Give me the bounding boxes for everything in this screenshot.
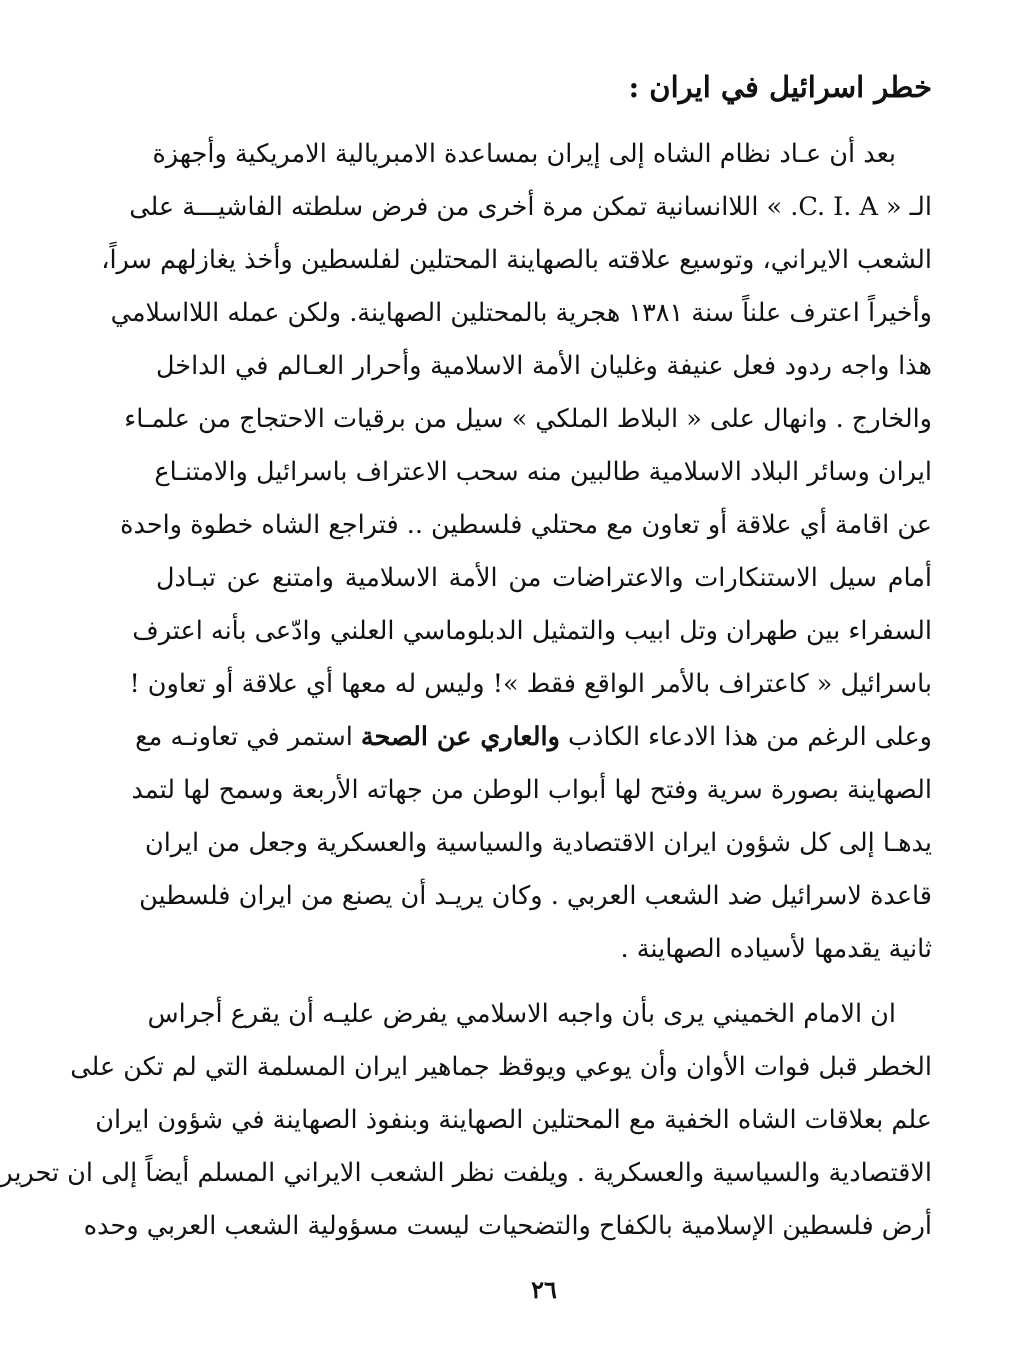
- text-line: الـ « C. I. A. » اللاانسانية تمكن مرة أخرى من فرض سلطته الفاشيـــة على: [129, 192, 932, 222]
- text-line: ثانية يقدمها لأسياده الصهاينة .: [620, 934, 932, 964]
- text-line: يدهـا إلى كل شؤون ايران الاقتصادية والسياسية والعسكرية وجعل من ايران: [144, 828, 932, 858]
- text-line: ان الامام الخميني يرى بأن واجبه الاسلامي يفرض عليـه أن يقرع أجراس: [147, 999, 896, 1029]
- text-line: ايران وسائر البلاد الاسلامية طالبين منه سحب الاعتراف باسرائيل والامتنـاع: [154, 457, 932, 487]
- text-line: باسرائيل « كاعتراف بالأمر الواقع فقط »! وليس له معها أي علاقة أو تعاون !: [129, 669, 932, 699]
- text-line: السفراء بين طهران وتل ابيب والتمثيل الدبلوماسي العلني وادّعى بأنه اعترف: [132, 616, 932, 646]
- page-number: ٢٦: [531, 1275, 557, 1304]
- section-heading: خطر اسرائيل في ايران :: [628, 70, 932, 104]
- paragraph-2: [0, 988, 932, 1253]
- text-line: أرض فلسطين الإسلامية بالكفاح والتضحيات ليست مسؤولية الشعب العربي وحده: [83, 1211, 932, 1241]
- text-line: وعلى الرغم من هذا الادعاء الكاذب والعاري عن الصحة استمر في تعاونـه مع: [135, 722, 932, 752]
- text-line: وأخيراً اعترف علناً سنة ١٣٨١ هجرية بالمحتلين الصهاينة. ولكن عمله اللااسلامي: [110, 298, 932, 328]
- text-line: قاعدة لاسرائيل ضد الشعب العربي . وكان يريـد أن يصنع من ايران فلسطين: [139, 881, 932, 911]
- text-line: والخارج . وانهال على « البلاط الملكي » سيل من برقيات الاحتجاج من علمـاء: [124, 404, 932, 434]
- text-line: الخطر قبل فوات الأوان وأن يوعي ويوقظ جماهير ايران المسلمة التي لم تكن على: [70, 1052, 932, 1082]
- bold-phrase: والعاري عن الصحة: [360, 722, 560, 752]
- paragraph-1: [101, 128, 932, 976]
- text-line: بعد أن عـاد نظام الشاه إلى إيران بمساعدة الامبريالية الامريكية وأجهزة: [152, 139, 896, 169]
- text-line: أمام سيل الاستنكارات والاعتراضات من الأمة الاسلامية وامتنع عن تبـادل: [156, 563, 932, 593]
- text-line: الشعب الايراني، وتوسيع علاقته بالصهاينة المحتلين لفلسطين وأخذ يغازلهم سراً،: [101, 245, 932, 275]
- text-line: الاقتصادية والسياسية والعسكرية . ويلفت نظر الشعب الايراني المسلم أيضاً إلى ان تحرير: [0, 1158, 932, 1188]
- text-line: علم بعلاقات الشاه الخفية مع المحتلين الصهاينة وبنفوذ الصهاينة في شؤون ايران: [95, 1105, 932, 1135]
- text-line: الصهاينة بصورة سرية وفتح لها أبواب الوطن من جهاته الأربعة وسمح لها لتمد: [131, 775, 932, 805]
- text-line: عن اقامة أي علاقة أو تعاون مع محتلي فلسطين .. فتراجع الشاه خطوة واحدة: [120, 510, 932, 540]
- text-line: هذا واجه ردود فعل عنيفة وغليان الأمة الاسلامية وأحرار العـالم في الداخل: [156, 351, 932, 381]
